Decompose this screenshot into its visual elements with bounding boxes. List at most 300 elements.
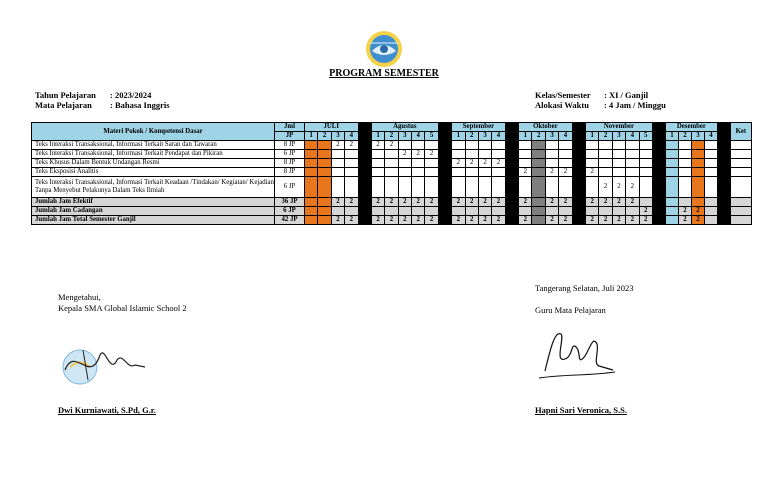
header-week: 5 — [639, 132, 652, 141]
week-cell — [318, 177, 331, 198]
month-separator — [505, 168, 518, 177]
sig-left-text — [58, 292, 187, 314]
header-week: 1 — [452, 132, 465, 141]
week-cell: 2 — [612, 216, 625, 225]
week-cell: 2 — [559, 168, 572, 177]
week-cell — [586, 150, 599, 159]
week-cell — [704, 207, 717, 216]
week-cell — [305, 168, 318, 177]
week-cell — [452, 168, 465, 177]
week-cell — [398, 159, 411, 168]
row-materi: Teks Khusus Dalam Bentuk Undangan Resmi — [32, 159, 275, 168]
week-cell: 2 — [478, 216, 491, 225]
header-month: Desember — [665, 123, 717, 132]
week-cell: 2 — [398, 216, 411, 225]
header-jp: JP — [275, 132, 305, 141]
week-cell: 2 — [398, 198, 411, 207]
week-cell — [704, 168, 717, 177]
week-cell — [371, 207, 384, 216]
week-cell: 2 — [492, 198, 505, 207]
month-separator — [358, 177, 371, 198]
week-cell — [626, 168, 639, 177]
week-cell: 2 — [452, 216, 465, 225]
week-cell: 2 — [425, 150, 438, 159]
month-separator — [438, 123, 451, 141]
week-cell — [371, 150, 384, 159]
row-materi: Jumlah Jam Total Semester Ganjil — [32, 216, 275, 225]
month-separator — [652, 168, 665, 177]
week-cell — [626, 159, 639, 168]
header-week: 2 — [318, 132, 331, 141]
week-cell — [331, 168, 344, 177]
week-cell — [385, 168, 398, 177]
week-cell — [519, 141, 532, 150]
week-cell — [678, 141, 691, 150]
sig-right-text — [535, 283, 634, 316]
row-jp: 8 JP — [275, 159, 305, 168]
week-cell — [665, 198, 678, 207]
week-cell — [704, 159, 717, 168]
week-cell: 2 — [465, 159, 478, 168]
sig-right-place-date: Tangerang Selatan, Juli 2023 — [535, 283, 634, 293]
week-cell — [478, 207, 491, 216]
row-ket — [730, 177, 751, 198]
month-separator — [358, 198, 371, 207]
row-materi: Jumlah Jam Cadangan — [32, 207, 275, 216]
week-cell: 2 — [586, 198, 599, 207]
week-cell: 2 — [345, 198, 358, 207]
week-cell — [626, 207, 639, 216]
week-cell: 2 — [559, 216, 572, 225]
week-cell — [385, 159, 398, 168]
row-ket — [730, 207, 751, 216]
month-separator — [358, 141, 371, 150]
week-cell — [519, 150, 532, 159]
week-cell — [305, 198, 318, 207]
header-week: 4 — [704, 132, 717, 141]
schedule-table — [31, 122, 752, 225]
week-cell — [691, 168, 704, 177]
week-cell — [371, 159, 384, 168]
week-cell — [492, 141, 505, 150]
week-cell: 2 — [545, 216, 558, 225]
month-separator — [572, 177, 585, 198]
week-cell: 2 — [545, 198, 558, 207]
school-logo — [364, 29, 404, 69]
mapel-label: Mata Pelajaran — [35, 100, 92, 110]
week-cell: 2 — [452, 159, 465, 168]
header-month: September — [452, 123, 506, 132]
header-week: 2 — [678, 132, 691, 141]
week-cell — [478, 168, 491, 177]
week-cell: 2 — [425, 198, 438, 207]
kelas-value: : XI / Ganjil — [604, 90, 649, 100]
week-cell: 2 — [425, 216, 438, 225]
week-cell — [492, 150, 505, 159]
week-cell — [385, 207, 398, 216]
week-cell — [639, 177, 652, 198]
week-cell — [665, 150, 678, 159]
week-cell — [371, 168, 384, 177]
week-cell: 2 — [678, 207, 691, 216]
week-cell — [412, 159, 425, 168]
week-cell — [345, 177, 358, 198]
week-cell — [639, 159, 652, 168]
week-cell — [425, 159, 438, 168]
alokasi-value: : 4 Jam / Minggu — [604, 100, 666, 110]
header-week: 5 — [425, 132, 438, 141]
month-separator — [438, 159, 451, 168]
week-cell: 2 — [371, 141, 384, 150]
week-cell: 2 — [412, 216, 425, 225]
header-week: 1 — [519, 132, 532, 141]
month-separator — [505, 207, 518, 216]
week-cell: 2 — [612, 177, 625, 198]
week-cell: 2 — [691, 216, 704, 225]
week-cell — [318, 198, 331, 207]
row-jp: 6 JP — [275, 207, 305, 216]
month-separator — [438, 141, 451, 150]
row-ket — [730, 141, 751, 150]
table-row — [32, 207, 752, 216]
week-cell: 2 — [371, 198, 384, 207]
header-week: 1 — [371, 132, 384, 141]
week-cell: 2 — [345, 216, 358, 225]
header-week: 1 — [665, 132, 678, 141]
week-cell: 2 — [465, 198, 478, 207]
week-cell — [452, 150, 465, 159]
week-cell — [665, 216, 678, 225]
week-cell: 2 — [385, 141, 398, 150]
week-cell — [626, 141, 639, 150]
week-cell — [305, 207, 318, 216]
week-cell — [412, 168, 425, 177]
month-separator — [717, 207, 730, 216]
month-separator — [438, 198, 451, 207]
week-cell: 2 — [331, 141, 344, 150]
week-cell — [678, 168, 691, 177]
header-week: 2 — [532, 132, 545, 141]
week-cell — [678, 150, 691, 159]
week-cell — [465, 141, 478, 150]
week-cell — [345, 207, 358, 216]
sig-right-role: Guru Mata Pelajaran — [535, 305, 606, 315]
month-separator — [358, 150, 371, 159]
header-week: 3 — [612, 132, 625, 141]
week-cell — [425, 168, 438, 177]
week-cell — [532, 216, 545, 225]
week-cell — [704, 198, 717, 207]
month-separator — [717, 123, 730, 141]
week-cell — [331, 159, 344, 168]
month-separator — [358, 216, 371, 225]
week-cell — [559, 150, 572, 159]
header-month: November — [586, 123, 653, 132]
header-week: 1 — [586, 132, 599, 141]
month-separator — [652, 150, 665, 159]
month-separator — [358, 207, 371, 216]
header-month: JULI — [305, 123, 359, 132]
week-cell — [559, 177, 572, 198]
week-cell — [691, 141, 704, 150]
week-cell — [305, 150, 318, 159]
row-materi: Jumlah Jam Efektif — [32, 198, 275, 207]
week-cell — [412, 177, 425, 198]
week-cell: 2 — [385, 216, 398, 225]
week-cell — [691, 177, 704, 198]
week-cell — [318, 168, 331, 177]
week-cell — [704, 141, 717, 150]
week-cell — [452, 207, 465, 216]
week-cell — [318, 207, 331, 216]
alokasi-label: Alokasi Waktu — [535, 100, 589, 110]
table-row — [32, 216, 752, 225]
month-separator — [572, 123, 585, 141]
week-cell — [639, 168, 652, 177]
row-jp: 36 JP — [275, 198, 305, 207]
header-week: 2 — [385, 132, 398, 141]
table-row — [32, 177, 752, 198]
week-cell — [532, 168, 545, 177]
week-cell — [545, 141, 558, 150]
month-separator — [572, 141, 585, 150]
mapel-value: : Bahasa Inggris — [110, 100, 170, 110]
week-cell — [452, 177, 465, 198]
week-cell — [465, 177, 478, 198]
week-cell: 2 — [545, 168, 558, 177]
header-materi: Materi Pokok / Kompetensi Dasar — [32, 123, 275, 141]
week-cell — [318, 150, 331, 159]
header-week: 3 — [398, 132, 411, 141]
week-cell: 2 — [599, 177, 612, 198]
week-cell — [586, 141, 599, 150]
week-cell — [465, 168, 478, 177]
row-ket — [730, 198, 751, 207]
month-separator — [505, 123, 518, 141]
week-cell — [425, 177, 438, 198]
week-cell: 2 — [412, 198, 425, 207]
table-row — [32, 198, 752, 207]
week-cell: 2 — [599, 216, 612, 225]
week-cell: 2 — [492, 216, 505, 225]
week-cell — [398, 177, 411, 198]
week-cell: 2 — [639, 207, 652, 216]
week-cell — [318, 141, 331, 150]
header-month: Agustus — [371, 123, 438, 132]
week-cell — [639, 198, 652, 207]
month-separator — [652, 141, 665, 150]
week-cell — [639, 150, 652, 159]
week-cell: 2 — [559, 198, 572, 207]
week-cell — [519, 207, 532, 216]
month-separator — [717, 150, 730, 159]
month-separator — [572, 216, 585, 225]
week-cell — [545, 177, 558, 198]
week-cell: 2 — [331, 216, 344, 225]
info-right — [535, 90, 666, 110]
week-cell: 2 — [691, 207, 704, 216]
week-cell — [665, 141, 678, 150]
header-week: 4 — [345, 132, 358, 141]
week-cell — [599, 141, 612, 150]
week-cell: 2 — [478, 198, 491, 207]
week-cell — [691, 150, 704, 159]
month-separator — [438, 216, 451, 225]
week-cell — [665, 168, 678, 177]
tahun-label: Tahun Pelajaran — [35, 90, 96, 100]
week-cell: 2 — [478, 159, 491, 168]
week-cell — [665, 159, 678, 168]
month-separator — [652, 177, 665, 198]
month-separator — [572, 207, 585, 216]
week-cell: 2 — [678, 216, 691, 225]
month-separator — [652, 159, 665, 168]
week-cell — [478, 177, 491, 198]
header-week: 4 — [626, 132, 639, 141]
week-cell — [425, 207, 438, 216]
stamp-signature-image — [55, 340, 150, 390]
week-cell — [599, 207, 612, 216]
week-cell — [612, 150, 625, 159]
week-cell — [425, 141, 438, 150]
sig-left-line1: Mengetahui, — [58, 292, 101, 302]
week-cell — [465, 207, 478, 216]
week-cell — [465, 150, 478, 159]
week-cell: 2 — [626, 216, 639, 225]
week-cell: 2 — [639, 216, 652, 225]
tahun-value: : 2023/2024 — [110, 90, 152, 100]
week-cell — [331, 150, 344, 159]
week-cell — [612, 159, 625, 168]
row-materi: Teks Interaksi Transaksional, Informasi Terkait Saran dan Tawaran — [32, 141, 275, 150]
sig-left-line2: Kepala SMA Global Islamic School 2 — [58, 303, 187, 313]
row-materi: Teks Interaksi Transaksional, Informasi Terkait Pendapat dan Pikiran — [32, 150, 275, 159]
week-cell — [532, 177, 545, 198]
week-cell — [665, 177, 678, 198]
week-cell — [599, 168, 612, 177]
header-week: 2 — [465, 132, 478, 141]
week-cell — [704, 150, 717, 159]
week-cell: 2 — [612, 198, 625, 207]
month-separator — [652, 216, 665, 225]
week-cell — [559, 159, 572, 168]
week-cell — [691, 159, 704, 168]
week-cell — [305, 159, 318, 168]
week-cell — [678, 177, 691, 198]
month-separator — [358, 159, 371, 168]
month-separator — [717, 168, 730, 177]
week-cell — [586, 177, 599, 198]
month-separator — [652, 207, 665, 216]
week-cell: 2 — [331, 198, 344, 207]
month-separator — [717, 198, 730, 207]
month-separator — [572, 198, 585, 207]
month-separator — [505, 198, 518, 207]
month-separator — [505, 177, 518, 198]
week-cell: 2 — [519, 168, 532, 177]
table-row — [32, 159, 752, 168]
week-cell — [412, 207, 425, 216]
header-jml: Jml — [275, 123, 305, 132]
header-week: 3 — [478, 132, 491, 141]
row-ket — [730, 216, 751, 225]
week-cell — [665, 207, 678, 216]
week-cell — [704, 177, 717, 198]
week-cell — [398, 207, 411, 216]
month-separator — [717, 141, 730, 150]
week-cell — [385, 177, 398, 198]
week-cell: 2 — [371, 216, 384, 225]
row-jp: 8 JP — [275, 141, 305, 150]
row-ket — [730, 168, 751, 177]
row-ket — [730, 159, 751, 168]
header-month: Oktober — [519, 123, 573, 132]
week-cell — [452, 141, 465, 150]
month-separator — [652, 123, 665, 141]
header-week: 3 — [691, 132, 704, 141]
teacher-signature-image — [537, 326, 617, 386]
week-cell — [532, 150, 545, 159]
header-ket: Ket — [730, 123, 751, 141]
week-cell — [519, 159, 532, 168]
week-cell — [626, 150, 639, 159]
week-cell — [678, 198, 691, 207]
week-cell — [612, 207, 625, 216]
month-separator — [572, 168, 585, 177]
week-cell — [478, 150, 491, 159]
month-separator — [652, 198, 665, 207]
row-jp: 8 JP — [275, 168, 305, 177]
week-cell: 2 — [519, 198, 532, 207]
header-week: 4 — [492, 132, 505, 141]
header-week: 4 — [412, 132, 425, 141]
info-left — [35, 90, 170, 110]
week-cell — [639, 141, 652, 150]
month-separator — [717, 216, 730, 225]
week-cell — [492, 168, 505, 177]
month-separator — [717, 177, 730, 198]
row-jp: 6 JP — [275, 177, 305, 198]
week-cell — [612, 141, 625, 150]
week-cell — [532, 141, 545, 150]
week-cell — [492, 207, 505, 216]
week-cell — [545, 159, 558, 168]
month-separator — [358, 168, 371, 177]
week-cell — [305, 216, 318, 225]
week-cell — [318, 216, 331, 225]
month-separator — [438, 168, 451, 177]
week-cell — [398, 168, 411, 177]
header-week: 1 — [305, 132, 318, 141]
week-cell: 2 — [586, 168, 599, 177]
week-cell — [532, 198, 545, 207]
month-separator — [358, 123, 371, 141]
week-cell: 2 — [492, 159, 505, 168]
table-row — [32, 141, 752, 150]
month-separator — [438, 150, 451, 159]
week-cell: 2 — [626, 198, 639, 207]
week-cell — [345, 150, 358, 159]
week-cell — [519, 177, 532, 198]
week-cell — [318, 159, 331, 168]
table-row — [32, 168, 752, 177]
week-cell — [545, 150, 558, 159]
week-cell: 2 — [465, 216, 478, 225]
week-cell — [586, 207, 599, 216]
week-cell — [345, 159, 358, 168]
week-cell — [559, 207, 572, 216]
header-week: 2 — [599, 132, 612, 141]
